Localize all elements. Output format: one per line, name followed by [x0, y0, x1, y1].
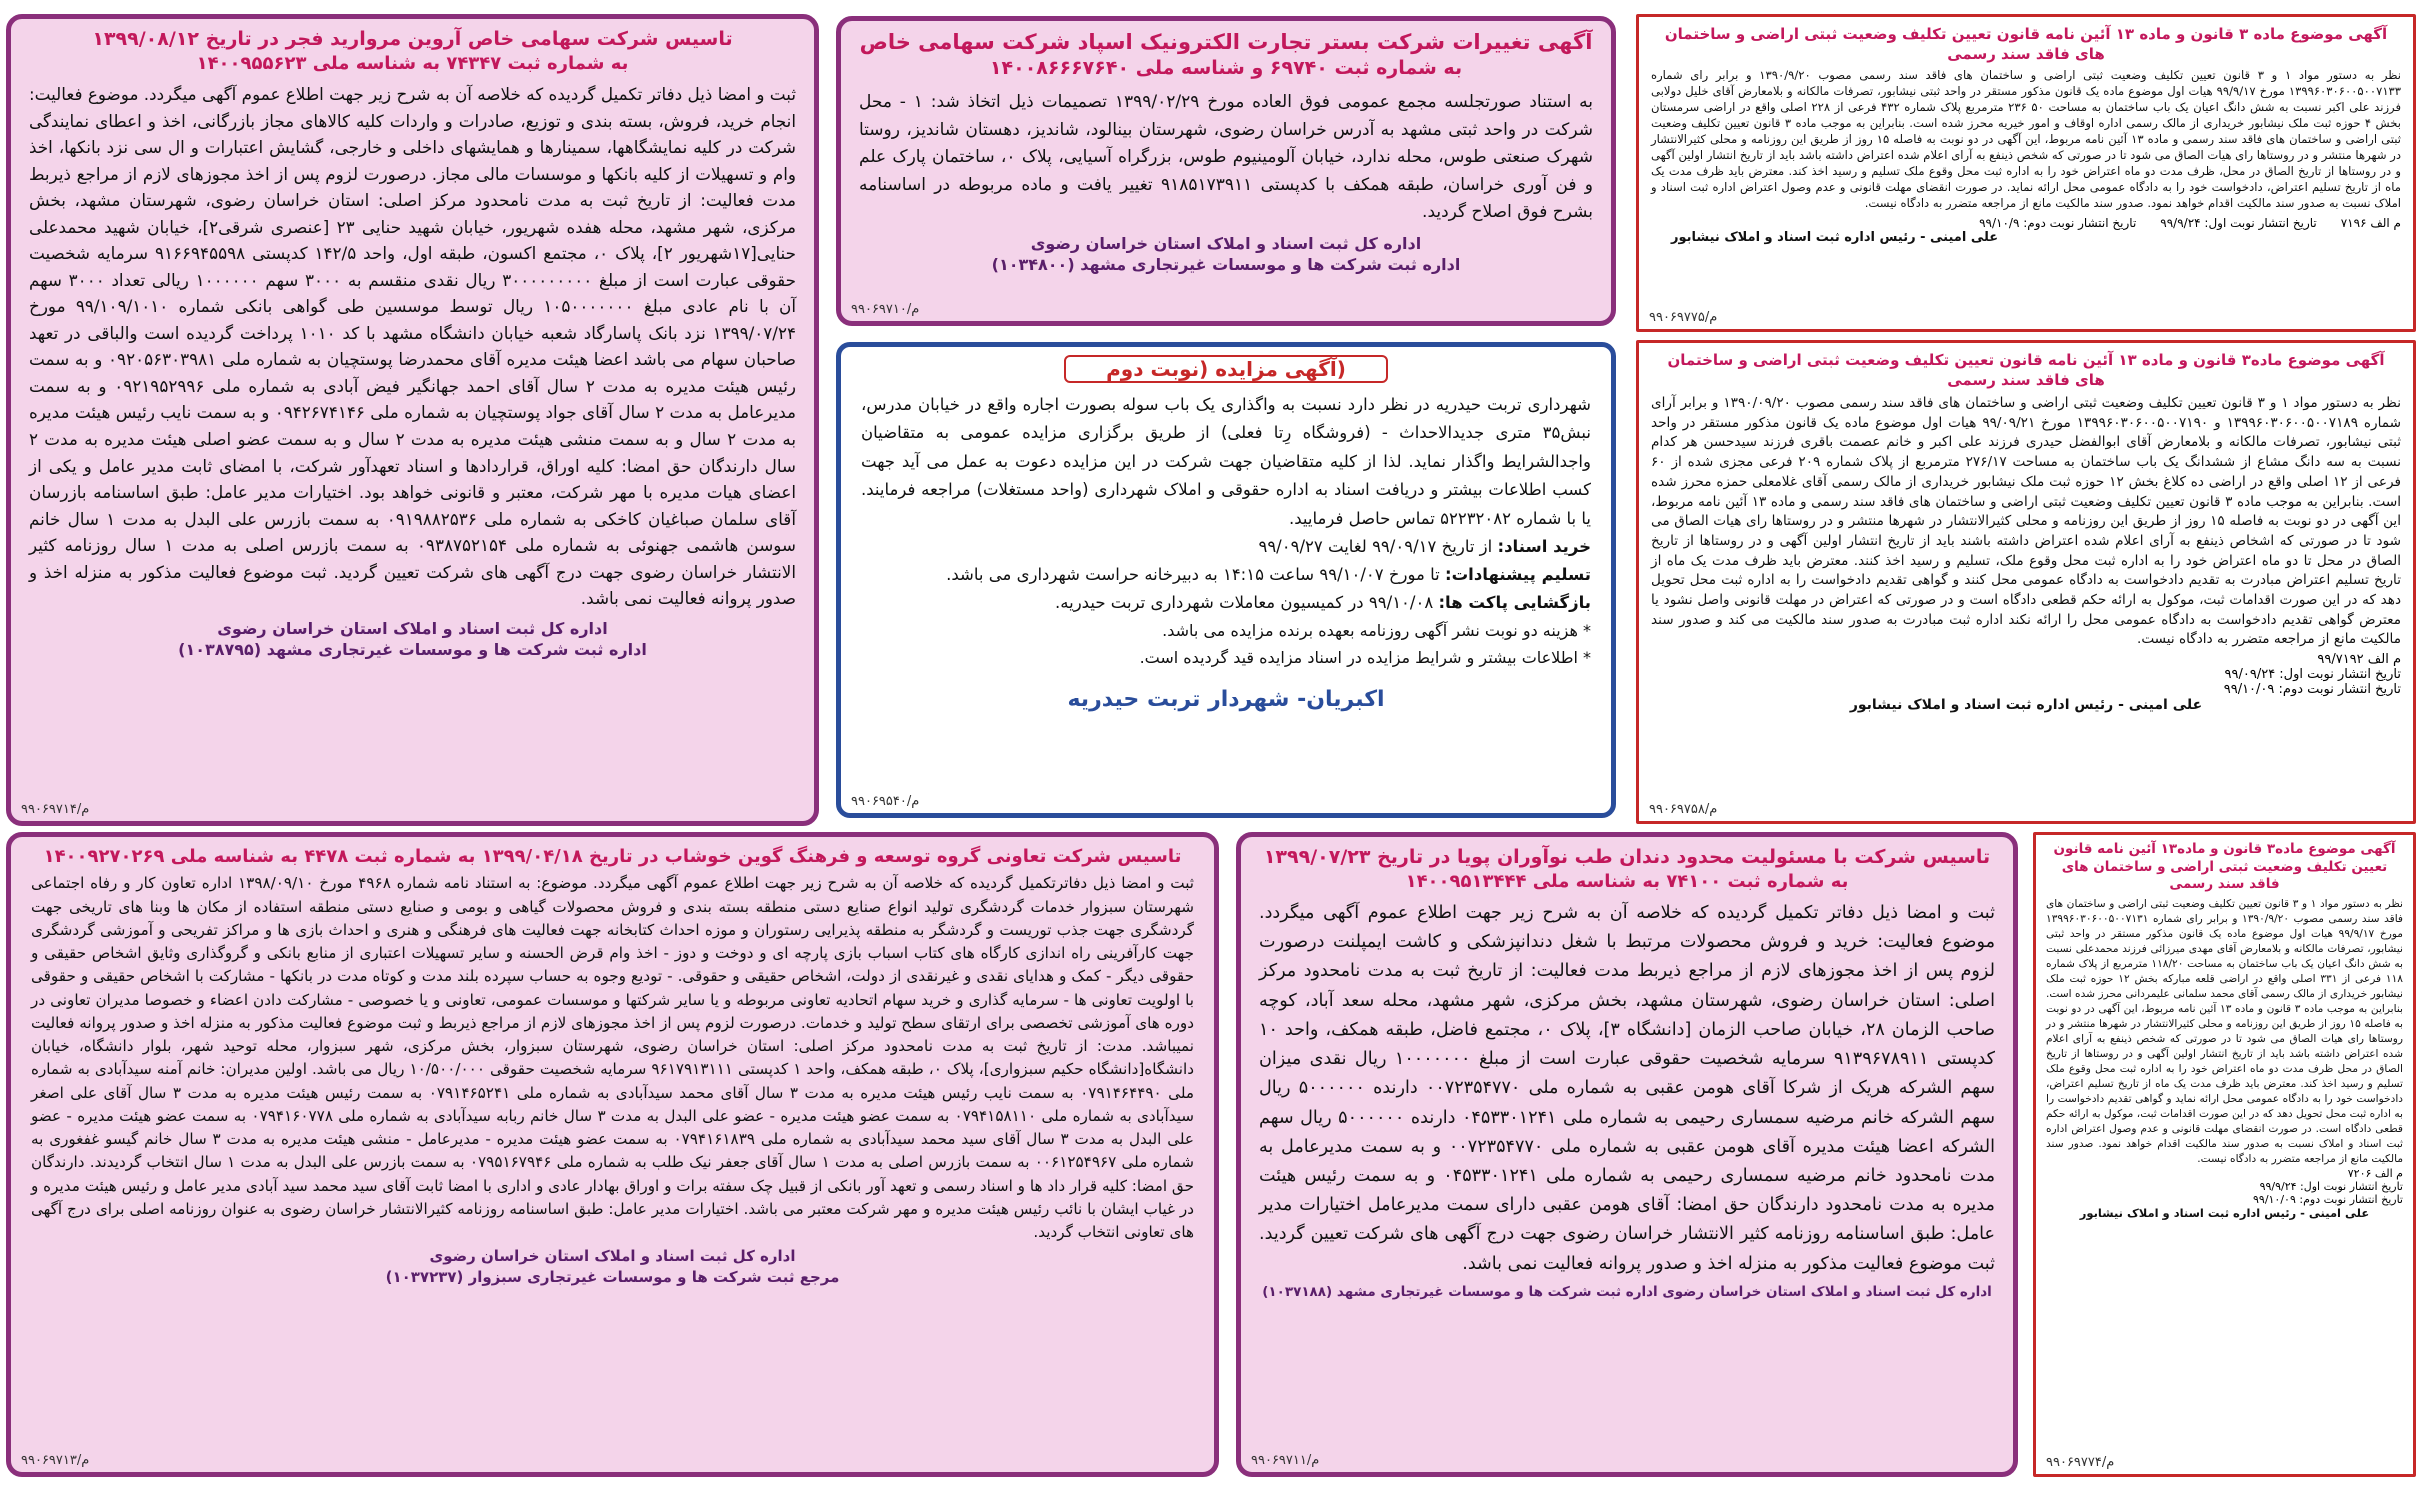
submit-label: تسلیم پیشنهادات: [1445, 564, 1591, 584]
ad-open [861, 589, 1591, 617]
ad-body: به استناد صورتجلسه مجمع عمومی فوق العاده مورخ ۱۳۹۹/۰۲/۲۹ تصمیمات ذیل اتخاذ شد: ۱ - محل شرکت در واحد ثبتی مشهد به آدرس خراسان رضوی، شهرستان بینالود، شاندیز، دهستان شاندیز، روستا شهرک صنعتی طوس، محله ندارد، خیابان آلومینیوم طوس، بزرگراه آسیایی، پلاک ۰، ساختمان پارک علم و فن آوری خراسان، طبقه همکف با کدپستی ۹۱۸۵۱۷۳۹۱۱ تغییر یافت و ماده مربوطه در اساسنامه بشرح فوق اصلاح گردید. [859, 91, 1593, 223]
ad-subtitle: به شماره ثبت ۷۴۱۰۰ به شناسه ملی ۱۴۰۰۹۵۱۳۴۴۴ [1405, 870, 1849, 892]
ad-signer: علی امینی - رئیس اداره ثبت اسناد و املاک نیشابور [2079, 1206, 2370, 1221]
ad-agency: اداره کل ثبت اسناد و املاک استان خراسان رضوی [217, 618, 608, 638]
ad-subtitle: به شماره ثبت ۶۹۷۴۰ و شناسه ملی ۱۴۰۰۸۶۶۶۷۶۴۰ [989, 57, 1463, 80]
ad-date-1: تاریخ انتشار نوبت اول: ۹۹/۹/۲۴ [2259, 1180, 2403, 1194]
ad-agency-sub: اداره ثبت شرکت ها و موسسات غیرتجاری مشهد (۱۰۳۴۸۰۰) [991, 255, 1461, 275]
ad-land-notice-1 [1636, 14, 2416, 332]
ad-body: نظر به دستور مواد ۱ و ۳ قانون تعیین تکلیف وضعیت ثبتی اراضی و ساختمان های فاقد سند رسمی مصوب ۱۳۹۰/۹/۲۰ و برابر رای شماره ۱۳۹۹۶۰۳۰۶۰۰۵۰۰۷۱۳۳ مورخ ۹۹/۹/۱۷ هیات اول موضوع ماده یک قانون مذکور مستقر در واحد ثبتی نیشابور، تصرفات مالکانه و بلامعارض آقای خلیل دولابی فرزند علی اکبر نسبت به شش دانگ اعیان یک باب ساختمان به مساحت ۵۰ ۲۳۶ مترمربع پلاک شماره ۴۳۲ فرعی از ۲۲۸ اصلی واقع در اراضی سرمستان بخش ۴ حوزه ثبت ملک نیشابور خریداری از مالک رسمی اداره اوقاف و امور خیریه محرز شده است. بنابراین به موجب ماده ۳ قانون تعیین تکلیف وضعیت ثبتی اراضی و ساختمان های فاقد سند رسمی و ماده ۱۳ آئین نامه مربوط، این آگهی در دو نوبت به فاصله ۱۵ روز از طریق این روزنامه و محلی کثیرالانتشار در شهرها منتشر و در روستاها رای هیات الصاق می شود تا در صورتی که شخص ذینفع به آرای اعلام شده اعتراض داشته باشد باید از تاریخ انتشار اولین آگهی و در روستاها از تاریخ الصاق در محل، ظرف مدت دو ماه اعتراض خود را به اداره ثبت محل وقوع ملک تسلیم و رسید اخذ کند. معترض باید ظرف مدت یک ماه از تاریخ تسلیم اعتراض، دادخواست خود را به دادگاه عمومی محل ارائه نماید. در صورت انقضای مهلت قانونی و عدم وصول اعتراض اداره ثبت اسناد و املاک نسبت به صدور سند مالکیت اقدام خواهد نمود. صدور سند مالکیت مانع از مراجعه متضرر به دادگاه نیست. [1651, 68, 2401, 210]
ad-date-2: تاریخ انتشار نوبت دوم: ۹۹/۱۰/۰۹ [2223, 682, 2401, 698]
ad-agency-sub: مرجع ثبت شرکت ها و موسسات غیرتجاری سبزوار (۱۰۳۷۲۳۷) [385, 1267, 840, 1286]
ad-body: ثبت و امضا ذیل دفاترتکمیل گردیده که خلاصه آن به شرح زیر جهت اطلاع عموم آگهی میگردد. موضوع: به استناد نامه شماره ۴۹۶۸ مورخ ۱۳۹۸/۰۹/۱۰ اداره تعاون کار و رفاه اجتماعی شهرستان سبزوار خدمات گردشگری تولید انواع صنایع دستی منطقه بسته بندی و فروش محصولات گیاهی و بومی و صنایع دستی منطقه استفاده از مکان ها وبنا های تاریخی جهت گردشگری جهت جذب توریست و گردشگر به منطقه پذیرایی رستوران و موزه احداث کتابخانه جهت فعالیت های فرهنگی و هنری و احداث بازی ها و مراکز تفریحی و آموزشی گردشگری جهت کارآفرینی راه اندازی کارگاه های کتاب اسباب بازی پارچه ای و دوخت و دوز - اخذ وام قرض الحسنه و سایر تسهیلات اعتباری از منابع بانکی و گروگذاری وثایق اشخاص حقیقی و حقوقی دیگر - کمک و هدایای نقدی و غیرنقدی از دولت، اشخاص حقیقی و حقوقی. - تودیع وجوه به حساب سپرده بلند مدت و کوتاه مدت در بانکها - مشارکت با اشخاص حقیقی و حقوقی با اولویت تعاونی ها - سرمایه گذاری و خرید سهام اتحادیه تعاونی مربوطه و یا سایر شرکتها و موسسات عمومی، تعاونی و یا خصوصی - مشارکت دادن اعضاء و خصوصا مدیران تعاونی در دوره های آموزشی تخصصی برای ارتقای سطح تولید و خدمات. درصورت لزوم پس از اخذ مجوزهای لازم از مراجع ذیربط و ثبت موضوع فعالیت مذکور به منزله اخذ و صدور پروانه فعالیت نمیباشد. مدت: از تاریخ ثبت به مدت نامحدود مرکز اصلی: استان خراسان رضوی، شهرستان سبزوار، بخش مرکزی، شهر سبزوار، محله توحید شهر، بلوار دانشگاه، خیابان دانشگاه[دانشگاه حکیم سبزواری]، پلاک ۰، طبقه همکف، واحد ۱ کدپستی ۹۶۱۷۹۱۳۱۱۱ سرمایه شخصیت حقوقی ۱۰/۵۰۰/۰۰۰ ریال می باشد. اولین مدیران: خانم آمنه سیدآبادی به شماره ملی ۰۷۹۱۴۶۴۴۹۰ به سمت نایب رئیس هیئت مدیره به مدت ۳ سال آقای محمد سیدآبادی به شماره ملی ۰۷۹۱۴۶۵۲۴۱ به سمت رئیس هیئت مدیره به مدت ۳ سال آقای علی اصغر سیدآبادی به شماره ملی ۰۷۹۴۱۵۸۱۱۰ به سمت عضو هیئت مدیره - عضو علی البدل به مدت ۳ سال خانم ربابه سیدآبادی به شماره ملی ۰۷۹۴۱۶۰۷۷۸ به سمت عضو هیئت مدیره - عضو علی البدل به مدت ۳ سال آقای سید محمد سیدآبادی به شماره ملی ۰۷۹۴۱۶۱۸۳۹ به سمت عضو هیئت مدیره - مدیرعامل - منشی هیئت مدیره به مدت ۳ سال خانم گیسو غفغوری به شماره ملی ۰۰۶۱۲۵۴۹۶۷ به سمت بازرس اصلی به مدت ۱ سال آقای جعفر نیک طلب به شماره ملی ۰۷۹۵۱۶۷۹۴۶ به سمت بازرس علی البدل به مدت ۱ سال انتخاب گردیدند. دارندگان حق امضا: کلیه قرار داد ها و اسناد رسمی و تعهد آور بانکی از قبیل چک سفته برات و اوراق بهادار عادی و اداری با امضا ثابت آقای سید محمد سید آبادی مدیر عامل و رئیس هیئت مدیره و در غیاب ایشان با نائب رئیس هیئت مدیره و مهر شرکت معتبر می باشد. اختیارات مدیر عامل: طبق اساسنامه روزنامه کثیرالانتشار خراسان رضوی به عنوان روزنامه اصلی برای درج آگهی های تعاونی انتخاب گردید. [31, 874, 1195, 1242]
open-value: ۹۹/۱۰/۰۸ در کمیسیون معاملات شهرداری تربت حیدریه. [1055, 592, 1434, 612]
ad-land-notice-3 [2033, 832, 2416, 1477]
ad-code: ۹۹۰۶۹۷۱۱/م [1251, 1453, 1320, 1468]
ad-body: شهرداری تربت حیدریه در نظر دارد نسبت به واگذاری یک باب سوله بصورت اجاره واقع در خیابان مدرس، نبش۳۵ متری جدیدالاحداث - (فروشگاه رِتا فعلی) از طریق برگزاری مزایده عمومی به متقاضیان واجدالشرایط واگذار نماید. لذا از کلیه متقاضیان جهت شرکت در این مزایده دعوت به عمل می آید جهت کسب اطلاعات بیشتر و دریافت اسناد به اداره حقوقی و املاک شهرداری (واحد مستغلات) مراجعه فرمایند. یا با شماره ۵۲۲۳۲۰۸۲ تماس حاصل فرمایید. [861, 395, 1591, 528]
ad-signer: اکبریان- شهردار تربت حیدریه [1067, 687, 1385, 713]
ad-buy-docs [861, 533, 1591, 561]
ad-company-founding-dandan [1236, 832, 2018, 1477]
ad-date-2: تاریخ انتشار نوبت دوم: ۹۹/۱۰/۹ [1979, 215, 2137, 230]
ad-date-1: تاریخ انتشار نوبت اول: ۹۹/۹/۲۴ [2160, 215, 2317, 230]
ad-title: آگهی تغییرات شرکت بستر تجارت الکترونیک اسپاد شرکت سهامی خاص [859, 30, 1593, 54]
ad-company-founding-arvin [6, 14, 819, 826]
open-label: بازگشایی پاکت ها: [1438, 592, 1591, 612]
ad-signer: علی امینی - رئیس اداره ثبت اسناد و املاک نیشابور [1849, 697, 2203, 714]
ad-land-notice-2 [1636, 340, 2416, 824]
ad-title: تاسیس شرکت سهامی خاص آروین مروارید فجر در تاریخ ۱۳۹۹/۰۸/۱۲ [92, 28, 733, 50]
ad-title-wrap [861, 355, 1591, 383]
ad-cooperative-founding-sabzevar [6, 832, 1219, 1477]
ad-title: تاسیس شرکت با مسئولیت محدود دندان طب نوآوران پویا در تاریخ ۱۳۹۹/۰۷/۲۳ [1263, 846, 1991, 868]
submit-value: تا مورخ ۹۹/۱۰/۰۷ ساعت ۱۴:۱۵ به دبیرخانه حراست شهرداری می باشد. [946, 564, 1440, 584]
ad-code: ۹۹۰۶۹۵۴۰/م [851, 794, 920, 809]
ad-body: نظر به دستور مواد ۱ و ۳ قانون تعیین تکلیف وضعیت ثبتی اراضی و ساختمان های فاقد سند رسمی مصوب ۱۳۹۰/۰۹/۲۰ و برابر آرای شماره ۱۳۹۹۶۰۳۰۶۰۰۵۰۰۷۱۸۹ و ۱۳۹۹۶۰۳۰۶۰۰۵۰۰۷۱۹۰ مورخ ۹۹/۰۹/۲۱ هیات اول موضوع ماده یک قانون مذکور مستقر در واحد ثبتی نیشابور، تصرفات مالکانه و بلامعارض آقای ابوالفضل حیدری فرزند علی اکبر و خانم عصمت باقری فرزند سیدحسن هر کدام نسبت به سه دانگ مشاع از ششدانگ یک باب ساختمان به مساحت ۲۷۶/۱۷ مترمربع از پلاک شماره ۲۰۹ فرعی مجزی شده از ۶۰ فرعی از ۱۲ اصلی واقع در اراضی ده کلاغ بخش ۱۲ حوزه ثبت ملک نیشابور خریداری از مالک رسمی آقای غلامعلی حمزه محرز شده است. بنابراین به موجب ماده ۳ قانون تعیین تکلیف وضعیت ثبتی اراضی و ساختمان های فاقد سند رسمی و ماده ۱۳ آئین نامه مربوط، این آگهی در دو نوبت به فاصله ۱۵ روز از طریق این روزنامه و محلی کثیرالانتشار در شهرها منتشر و در روستاها رای هیات الصاق می شود تا در صورتی که اشخاص ذینفع به آرای اعلام شده اعتراض داشته باشند باید از تاریخ انتشار اولین آگهی و در روستاها از تاریخ الصاق در محل تا دو ماه اعتراض خود را به اداره ثبت محل وقوع ملک، تسلیم و رسید اخذ کنند. معترض باید ظرف مدت یک ماه از تاریخ تسلیم اعتراض مبادرت به تقدیم دادخواست به دادگاه عمومی محل کنند و گواهی تقدیم دادخواست را به اداره ثبت محل تحویل دهد که در این صورت اقدامات ثبت، موکول به ارائه حکم قطعی دادگاه است و در صورتی که اعتراض در مهلت قانونی واصل نشود یا معترض گواهی تقدیم دادخواست به دادگاه عمومی محل را ارائه نکند اداره ثبت مبادرت به صدور سند مالکیت می کند و صدور سند مالکیت مانع از مراجعه متضرر به دادگاه نیست. [1651, 395, 2401, 648]
ad-title: آگهی موضوع ماده۳ قانون و ماده ۱۳ آئین نامه قانون تعیین تکلیف وضعیت ثبتی اراضی و ساختمان های فاقد سند رسمی [1667, 351, 2385, 389]
ad-code: ۹۹۰۶۹۷۱۳/م [21, 1453, 90, 1468]
ad-title: (آگهی مزایده (نوبت دوم [1064, 355, 1388, 383]
ad-footer [2046, 1167, 2403, 1206]
ad-auction-torbat [836, 342, 1616, 818]
ad-number: م الف ۷۱۹۶ [2340, 215, 2401, 230]
ad-note-1: * هزینه دو نوبت نشر آگهی روزنامه بعهده برنده مزایده می باشد. [1162, 621, 1591, 641]
ad-number: م الف ۷۲۰۶ [2347, 1167, 2403, 1181]
ad-submit [861, 561, 1591, 589]
ad-agency: اداره کل ثبت اسناد و املاک استان خراسان رضوی [429, 1247, 796, 1266]
ad-code: ۹۹۰۶۹۷۷۵/م [1649, 310, 1718, 325]
ad-date-1: تاریخ انتشار نوبت اول: ۹۹/۰۹/۲۴ [2224, 667, 2401, 683]
ad-note-2: * اطلاعات بیشتر و شرایط مزایده در اسناد مزایده قید گردیده است. [1139, 648, 1591, 668]
ad-body: ثبت و امضا ذیل دفاتر تکمیل گردیده که خلاصه آن به شرح زیر جهت اطلاع عموم آگهی میگردد. موضوع فعالیت: انجام خرید، فروش، بسته بندی و توزیع، صادرات و واردات کلیه کالاهای مجاز بازرگانی، اخذ و اعطای نمایندگی شرکت در کلیه نمایشگاهها، سمینارها و همایشهای داخلی و خارجی، گشایش اعتبارات و ال سی نزد بانکها، اخذ وام و تسهیلات از کلیه بانکها و موسسات مالی مجاز. درصورت لزوم پس از اخذ مجوزهای لازم از مراجع ذیربط مدت فعالیت: از تاریخ ثبت به مدت نامحدود مرکز اصلی: استان خراسان رضوی، شهرستان مشهد، بخش مرکزی، شهر مشهد، محله هفده شهریور، خیابان شهید حنایی ۲۳ [عنصری شرقی۲]، خیابان شهید محمدعلی حنایی[۱۷شهریور ۲]، پلاک ۰، مجتمع اکسون، طبقه اول، واحد ۱۴۲/۵ کدپستی ۹۱۶۶۹۴۵۵۹۸ سرمایه شخصیت حقوقی عبارت است از مبلغ ۳۰۰۰۰۰۰۰۰۰ ریال نقدی منقسم به ۳۰۰۰ سهم ۱۰۰۰۰۰۰ ریالی تعداد ۳۰۰۰ سهم آن با نام عادی مبلغ ۱۰۵۰۰۰۰۰۰۰ ریال توسط موسسین طی گواهی بانکی شماره ۹۹/۱۰۹/۱۰۱۰ مورخ ۱۳۹۹/۰۷/۲۴ نزد بانک پاسارگاد شعبه خیابان دانشگاه مشهد با کد ۱۰۱۰ پرداخت گردیده است والباقی در تعهد صاحبان سهام می باشد اعضا هیئت مدیره آقای محمدرضا پوستچیان به شماره ملی ۰۹۲۰۵۶۳۰۳۹۸۱ و به سمت رئیس هیئت مدیره به مدت ۲ سال آقای احمد جهانگیر فیض آبادی به شماره ملی ۰۹۲۱۹۵۲۹۹۶ و به سمت مدیرعامل به مدت ۲ سال آقای جواد پوستچیان به شماره ملی ۰۹۴۲۶۷۴۱۴۶ و به سمت نایب رئیس هیئت مدیره به مدت ۲ سال و به سمت منشی هیئت مدیره به مدت ۲ سال و به سمت عضو اصلی هیئت مدیره به مدت ۲ سال دارندگان حق امضا: کلیه اوراق، قراردادها و اسناد تعهدآور شرکت، با امضای ثابت مدیر عامل و یکی از اعضای هیات مدیره با مهر شرکت، معتبر و قانونی خواهد بود. اختیارات مدیر عامل: طبق اساسنامه بازرسان آقای سلمان صباغیان کاخکی به شماره ملی ۰۹۱۹۸۸۲۵۳۶ به سمت بازرس علی البدل به مدت ۱ سال خانم سوسن هاشمی جهنوئی به شماره ملی ۰۹۳۸۷۵۲۱۵۴ به سمت بازرس اصلی به مدت ۱ سال روزنامه کثیر الانتشار خراسان رضوی جهت درج آگهی های شرکت تعیین گردید. ثبت موضوع فعالیت مذکور به منزله اخذ و صدور پروانه فعالیت نمی باشد. [28, 84, 797, 609]
ad-body: ثبت و امضا ذیل دفاتر تکمیل گردیده که خلاصه آن به شرح زیر جهت اطلاع عموم آگهی میگردد. موضوع فعالیت: خرید و فروش محصولات مرتبط با شغل دندانپزشکی و کاشت ایمپلنت درصورت لزوم پس از اخذ مجوزهای لازم از مراجع ذیربط مدت فعالیت: از تاریخ ثبت به مدت نامحدود مرکز اصلی: استان خراسان رضوی، شهرستان مشهد، بخش مرکزی، شهر مشهد، محله سعد آباد، کوچه صاحب الزمان ۲۸، خیابان صاحب الزمان [دانشگاه ۳]، پلاک ۰، مجتمع فاضل، طبقه همکف، واحد ۱۰ کدپستی ۹۱۳۹۶۷۸۹۱۱ سرمایه شخصیت حقوقی عبارت است از مبلغ ۱۰۰۰۰۰۰۰ ریال نقدی میزان سهم الشرکه هریک از شرکا آقای هومن عقبی به شماره ملی ۰۰۷۲۳۵۴۷۷۰ دارنده ۵۰۰۰۰۰۰ ریال سهم الشرکه خانم مرضیه سمساری رحیمی به شماره ملی ۰۴۵۳۳۰۱۲۴۱ دارنده ۵۰۰۰۰۰۰ ریال سهم الشرکه اعضا هیئت مدیره آقای هومن عقبی به شماره ملی ۰۰۷۲۳۵۴۷۷۰ و به سمت مدیرعامل به مدت نامحدود خانم مرضیه سمساری رحیمی به شماره ملی ۰۴۵۳۳۰۱۲۴۱ و به سمت رئیس هیئت مدیره به مدت نامحدود دارندگان حق امضا: آقای هومن عقبی دارای سمت مدیرعامل اختیارات مدیر عامل: طبق اساسنامه روزنامه کثیر الانتشار خراسان رضوی جهت درج آگهی های شرکت تعیین گردید. ثبت موضوع فعالیت مذکور به منزله اخذ و صدور پروانه فعالیت نمی باشد. [1259, 903, 1996, 1274]
buy-value: از تاریخ ۹۹/۰۹/۱۷ لغایت ۹۹/۰۹/۲۷ [1258, 536, 1493, 556]
ad-agency-sub: اداره ثبت شرکت ها و موسسات غیرتجاری مشهد (۱۰۳۸۷۹۵) [178, 640, 647, 660]
ad-code: ۹۹۰۶۹۷۱۰/م [851, 302, 920, 317]
ad-signer: علی امینی - رئیس اداره ثبت اسناد و املاک نیشابور [1671, 229, 1999, 245]
ad-title: آگهی موضوع ماده۳ قانون و ماده۱۳ آئین نامه قانون تعیین تکلیف وضعیت ثبتی اراضی و ساختمان های فاقد سند رسمی [2053, 841, 2396, 893]
ad-body: نظر به دستور مواد ۱ و ۳ قانون تعیین تکلیف وضعیت ثبتی اراضی و ساختمان های فاقد سند رسمی مصوب ۱۳۹۰/۹/۲۰ و برابر رای شماره ۱۳۹۹۶۰۳۰۶۰۰۵۰۰۷۱۳۱ مورخ ۹۹/۹/۱۷ هیات اول موضوع ماده یک قانون مذکور مستقر در واحد ثبتی نیشابور، تصرفات مالکانه و بلامعارض آقای مهدی میرزائی فرزند محمدعلی نسبت به شش دانگ اعیان یک باب ساختمان به مساحت ۱۱۸/۲۰ مترمربع از پلاک شماره ۱۱۸ فرعی از ۳۳۱ اصلی واقع در اراضی قلعه مبارکه بخش ۱۲ حوزه ثبت ملک نیشابور خریداری از مالک رسمی آقای محمد سلمانی علیمردانی محرز شده است. بنابراین به موجب ماده ۳ قانون و ماده ۱۳ آئین نامه مربوط، این آگهی در دو نوبت به فاصله ۱۵ روز از طریق این روزنامه و محلی کثیرالانتشار در شهرها منتشر و در روستاها رای هیات الصاق می شود تا در صورتی که شخص ذینفع به آرای اعلام شده اعتراض داشته باشد باید از تاریخ انتشار اولین آگهی و در روستاها از تاریخ الصاق در محل ظرف مدت دو ماه اعتراض خود را به اداره ثبت محل وقوع ملک تسلیم و رسید اخذ کند. معترض باید ظرف مدت یک ماه از تاریخ تسلیم اعتراض، دادخواست خود را به دادگاه عمومی محل ارائه نماید و گواهی تقدیم دادخواست را به اداره ثبت محل تحویل دهد که در این صورت اقدامات ثبت، موکول به ارائه حکم قطعی دادگاه است. در صورت انقضای مهلت قانونی و عدم وصول اعتراض اداره ثبت اسناد و املاک نسبت به صدور سند مالکیت اقدام خواهد نمود. صدور سند مالکیت مانع از مراجعه متضرر به دادگاه نیست. [2046, 897, 2404, 1166]
ad-footer [1651, 216, 2401, 230]
ad-subtitle: به شماره ثبت ۷۴۳۴۷ به شناسه ملی ۱۴۰۰۹۵۵۶۲۳ [196, 52, 629, 74]
ad-code: ۹۹۰۶۹۷۱۴/م [21, 802, 90, 817]
ad-company-change-espad [836, 16, 1616, 326]
ad-title: تاسیس شرکت تعاونی گروه توسعه و فرهنگ گوین خوشاب در تاریخ ۱۳۹۹/۰۴/۱۸ به شماره ثبت ۴۴۷۸ به شناسه ملی ۱۴۰۰۹۲۷۰۲۶۹ [43, 846, 1182, 867]
ad-agency: اداره کل ثبت اسناد و املاک استان خراسان رضوی اداره ثبت شرکت ها و موسسات غیرتجاری مشهد (۱۰۳۷۱۸۸) [1262, 1283, 1992, 1300]
ad-code: ۹۹۰۶۹۷۵۸/م [1649, 802, 1718, 817]
buy-label: خرید اسناد: [1497, 536, 1591, 556]
ad-footer [1651, 652, 2401, 697]
ad-number: م الف ۹۹/۷۱۹۲ [2317, 652, 2401, 668]
ad-date-2: تاریخ انتشار نوبت دوم: ۹۹/۱۰/۰۹ [2253, 1193, 2403, 1207]
ad-agency: اداره کل ثبت اسناد و املاک استان خراسان رضوی [1030, 233, 1422, 253]
ad-title: آگهی موضوع ماده ۳ قانون و ماده ۱۳ آئین نامه قانون تعیین تکلیف وضعیت ثبتی اراضی و ساختمان های فاقد سند رسمی [1664, 25, 2388, 63]
ad-code: ۹۹۰۶۹۷۷۴/م [2046, 1455, 2115, 1470]
